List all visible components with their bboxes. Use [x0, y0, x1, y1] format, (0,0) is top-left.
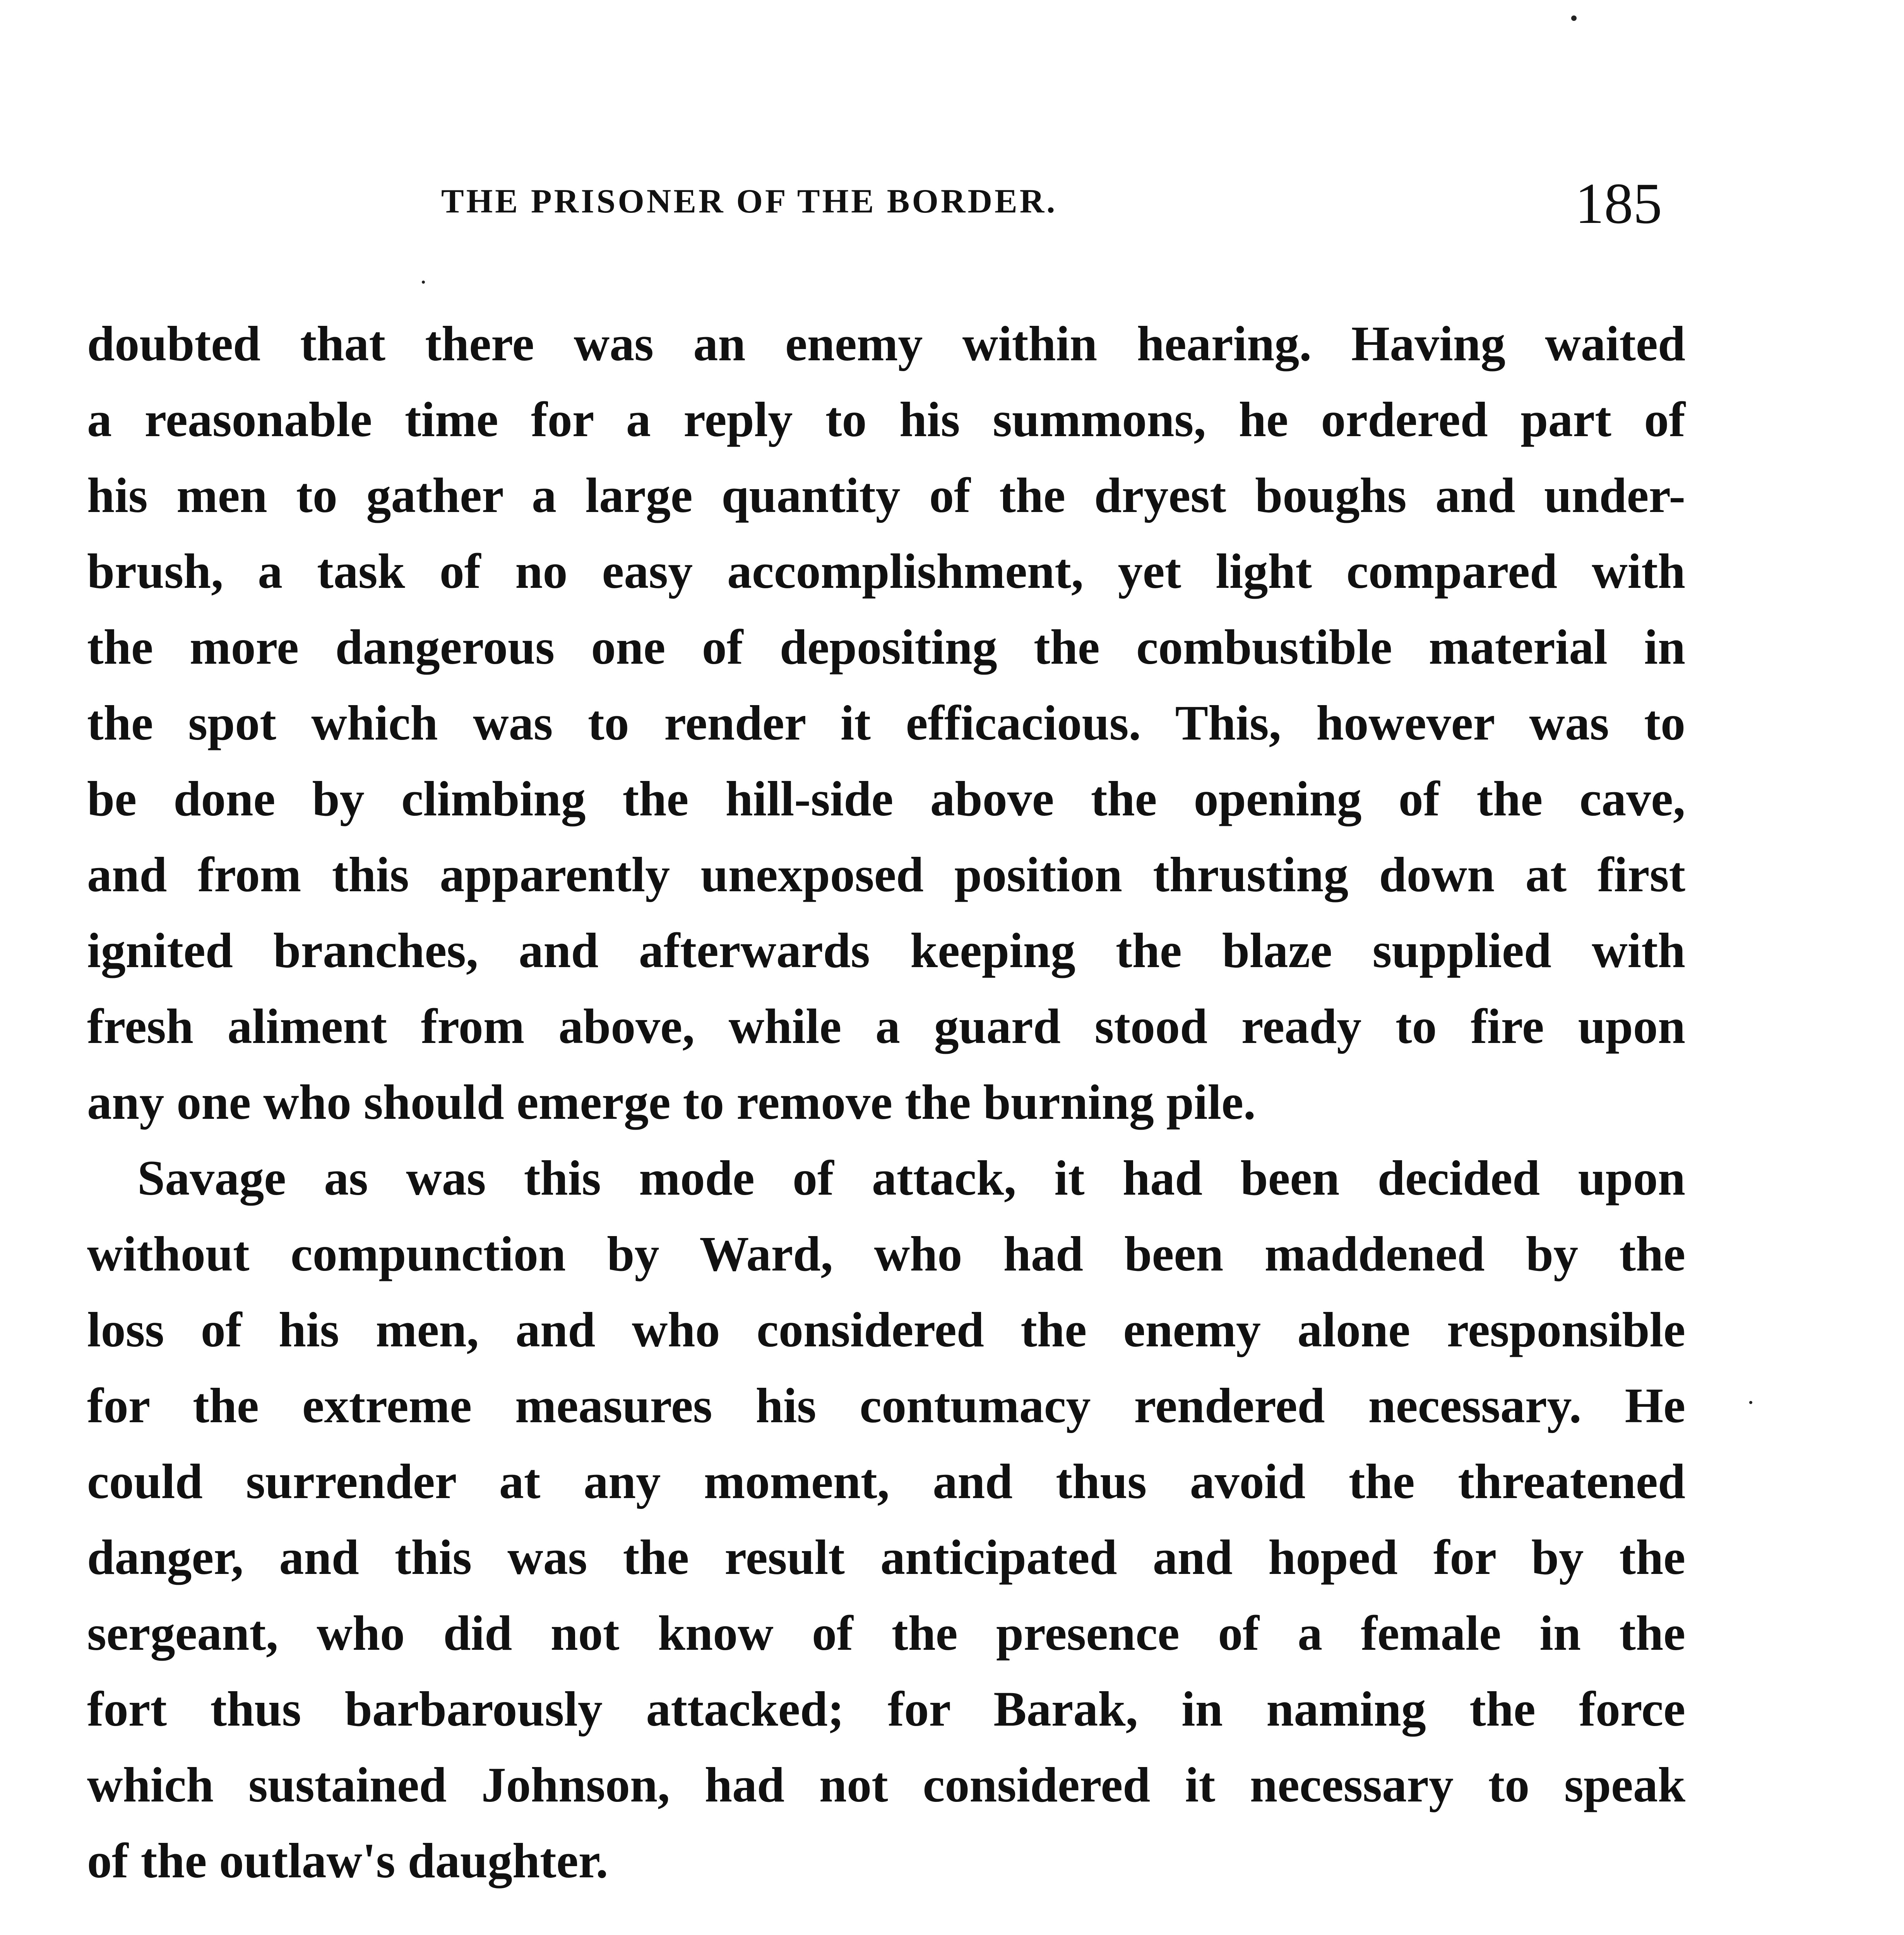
text-line: sergeant, who did not know of the presence of a female in the: [87, 1606, 1685, 1661]
text-line: a reasonable time for a reply to his summons, he ordered part of: [87, 392, 1685, 447]
page-number: 185: [1575, 171, 1662, 236]
text-line: ignited branches, and afterwards keeping the blaze supplied with: [87, 923, 1685, 978]
text-line: fort thus barbarously attacked; for Barak, in naming the force: [87, 1682, 1685, 1736]
text-line: which sustained Johnson, had not considered it necessary to speak: [87, 1757, 1685, 1812]
text-line: and from this apparently unexposed position thrusting down at first: [87, 847, 1685, 902]
text-line: fresh aliment from above, while a guard stood ready to fire upon: [87, 999, 1685, 1054]
text-line: the spot which was to render it efficacious. This, however was to: [87, 695, 1685, 750]
text-line: brush, a task of no easy accomplishment, yet light compared with: [87, 544, 1685, 599]
text-line: loss of his men, and who considered the enemy alone responsible: [87, 1302, 1685, 1357]
text-line: be done by climbing the hill-side above the opening of the cave,: [87, 771, 1685, 826]
text-line: doubted that there was an enemy within hearing. Having waited: [87, 316, 1685, 371]
text-line: his men to gather a large quantity of the dryest boughs and under-: [87, 468, 1685, 523]
text-line: of the outlaw's daughter.: [87, 1833, 608, 1888]
text-line: could surrender at any moment, and thus avoid the threatened: [87, 1454, 1685, 1509]
paragraph-2: [87, 1140, 1685, 1899]
paragraph-1: [87, 306, 1685, 1140]
text-line: for the extreme measures his contumacy rendered necessary. He: [87, 1378, 1685, 1433]
body-text: [87, 306, 1685, 1899]
text-line: any one who should emerge to remove the burning pile.: [87, 1075, 1256, 1130]
scan-speck: [1571, 15, 1577, 21]
running-title: THE PRISONER OF THE BORDER.: [441, 183, 1058, 220]
text-line: danger, and this was the result anticipated and hoped for by the: [87, 1530, 1685, 1585]
scan-speck: [422, 281, 425, 284]
text-line: without compunction by Ward, who had been maddened by the: [87, 1226, 1685, 1281]
text-line: Savage as was this mode of attack, it had been decided upon: [137, 1151, 1685, 1206]
running-head: [0, 170, 1904, 236]
scan-speck: [1749, 1401, 1752, 1404]
text-line: the more dangerous one of depositing the combustible material in: [87, 620, 1685, 675]
